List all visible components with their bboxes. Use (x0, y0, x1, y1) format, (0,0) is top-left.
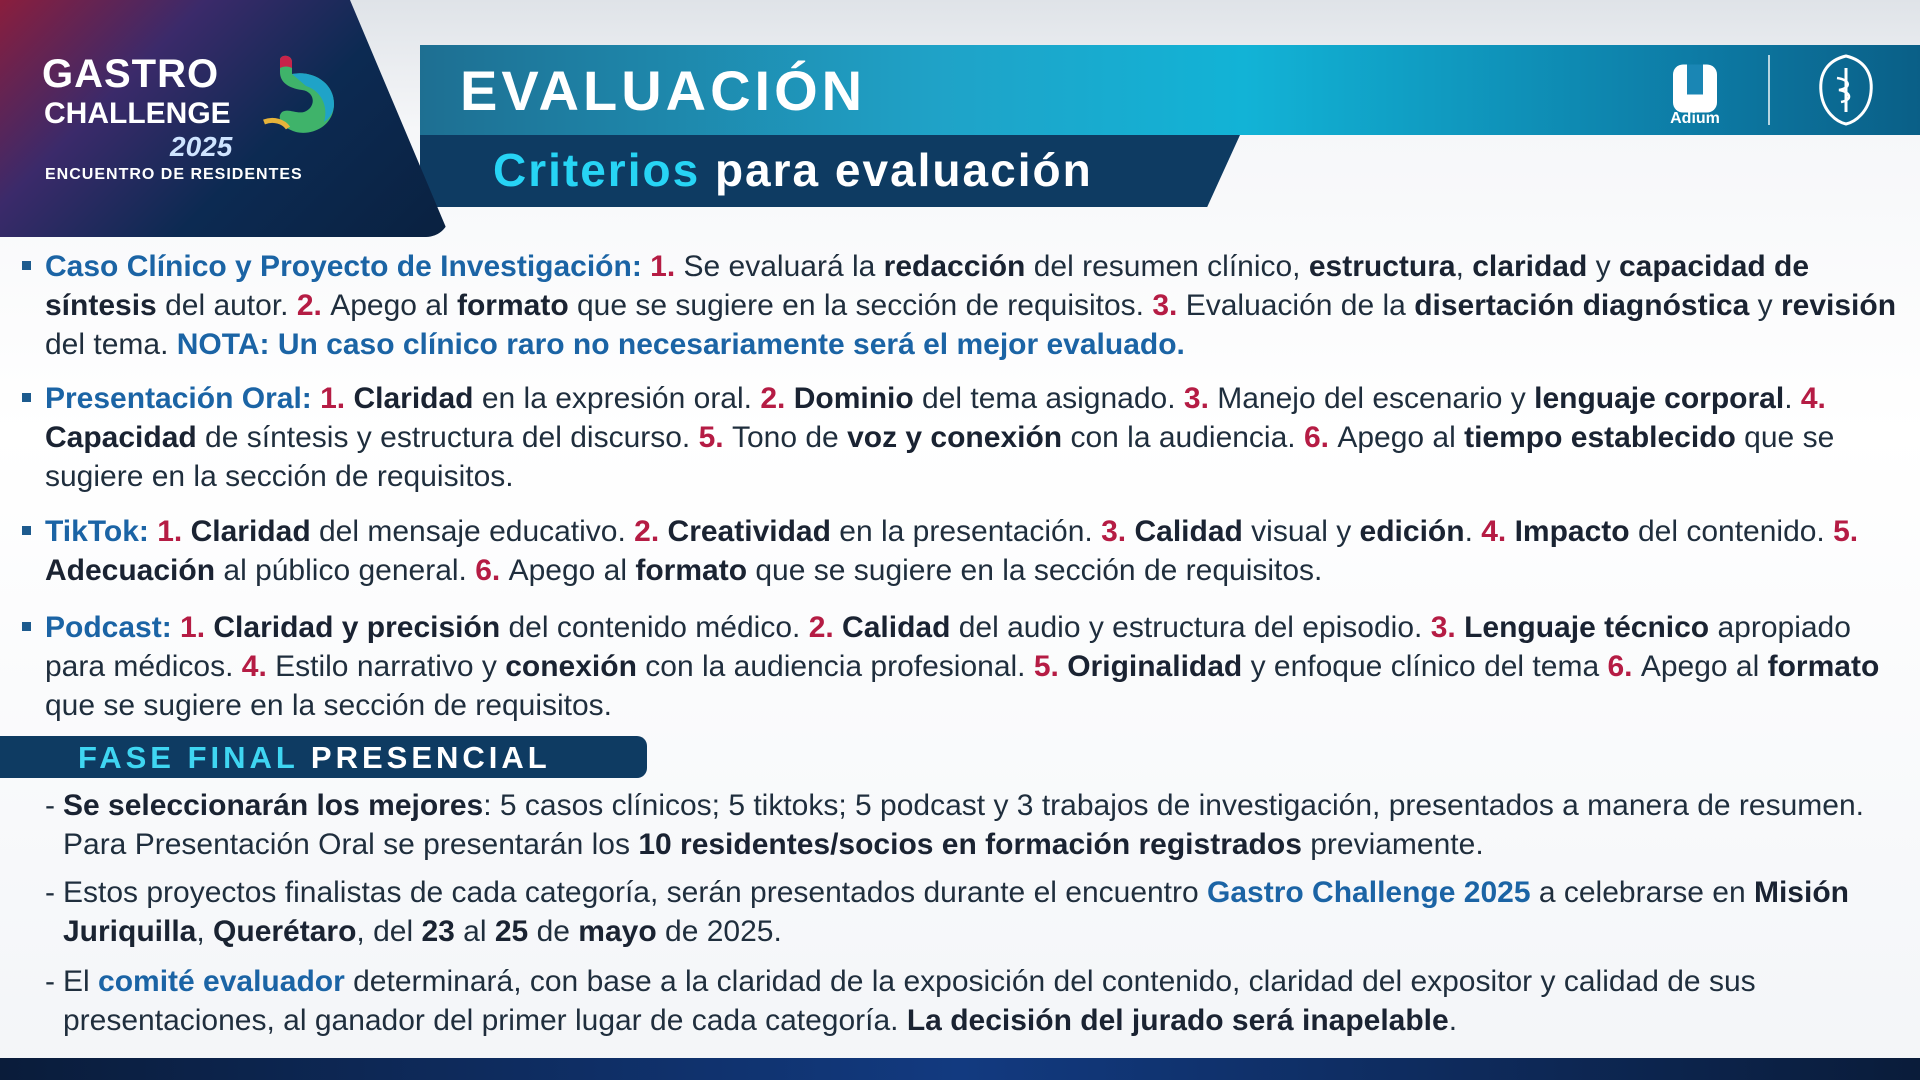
text-segment: formato (456, 289, 569, 322)
final-phase-text (63, 786, 1903, 864)
text-segment: Dominio (793, 382, 914, 415)
text-segment: y enfoque clínico del tema (1242, 650, 1608, 683)
criteria-text (45, 608, 1902, 725)
header-divider (1768, 55, 1770, 125)
text-segment: Apego al (1337, 421, 1465, 454)
text-segment: al (454, 915, 495, 948)
text-segment: TikTok: (45, 515, 158, 548)
text-segment: claridad (1472, 250, 1588, 283)
text-segment: en la expresión oral. (473, 382, 761, 415)
text-segment: . (1464, 515, 1482, 548)
text-segment: capacidad de síntesis (45, 250, 1810, 322)
text-segment: que se sugiere en la sección de requisitos. (45, 689, 613, 722)
logo-year: 2025 (170, 131, 233, 162)
text-segment: Podcast: (45, 611, 181, 644)
text-segment: 5. (698, 421, 732, 454)
text-segment: Claridad (353, 382, 474, 415)
text-segment: Gastro Challenge 2025 (1207, 876, 1531, 909)
text-segment: 4. (241, 650, 276, 683)
text-segment: mayo (578, 915, 657, 948)
text-segment: del tema asignado. (913, 382, 1184, 415)
dash-marker: - (45, 876, 55, 909)
text-segment: Adecuación (45, 554, 216, 587)
text-segment: Apego al (508, 554, 636, 587)
text-segment: y (1749, 289, 1781, 322)
text-segment: formato (1767, 650, 1880, 683)
final-phase-rest: PRESENCIAL (310, 740, 551, 775)
adium-label: Adium (1670, 110, 1720, 127)
text-segment: que se sugiere en la sección de requisitos. (747, 554, 1323, 587)
text-segment: visual y (1242, 515, 1360, 548)
dash-marker: - (45, 789, 55, 822)
text-segment: 3. (1152, 289, 1186, 322)
text-segment: , (1455, 250, 1473, 283)
logo-line1: GASTRO (42, 52, 220, 96)
bullet-marker (22, 526, 31, 535)
text-segment: Impacto (1514, 515, 1630, 548)
text-segment: que se sugiere en la sección de requisitos. (568, 289, 1153, 322)
text-segment: Claridad y precisión (213, 611, 501, 644)
text-segment: tiempo establecido (1464, 421, 1736, 454)
text-segment: del audio y estructura del episodio. (950, 611, 1431, 644)
text-segment: del autor. (156, 289, 297, 322)
text-segment: redacción (883, 250, 1026, 283)
text-segment: 6. (475, 554, 509, 587)
text-segment: 1. (180, 611, 214, 644)
text-segment: 4. (1800, 382, 1826, 415)
text-segment: 6. (1303, 421, 1338, 454)
text-segment: Apego al (1640, 650, 1768, 683)
text-segment: 2. (634, 515, 668, 548)
bullet-marker (22, 261, 31, 270)
text-segment: Tono de (731, 421, 848, 454)
page-title: EVALUACIÓN (460, 59, 867, 122)
text-segment: Misión Juriquilla (63, 876, 1849, 948)
text-segment: del contenido. (1629, 515, 1834, 548)
text-segment: , (196, 915, 214, 948)
text-segment: de 2025. (656, 915, 782, 948)
text-segment: 4. (1481, 515, 1515, 548)
criteria-text (45, 379, 1902, 496)
text-segment: 2. (296, 289, 331, 322)
page-subtitle (493, 143, 1093, 197)
text-segment: Apego al (330, 289, 457, 322)
text-segment: comité evaluador (98, 965, 345, 998)
text-segment: de (528, 915, 579, 948)
bullet-marker (22, 393, 31, 402)
text-segment: Presentación Oral: (45, 382, 321, 415)
text-segment: Querétaro (213, 915, 357, 948)
subtitle-rest: para evaluación (714, 144, 1093, 196)
text-segment: edición (1359, 515, 1465, 548)
text-segment: disertación diagnóstica (1414, 289, 1750, 322)
text-segment: lenguaje corporal (1534, 382, 1785, 415)
final-phase-text (63, 873, 1903, 951)
text-segment: revisión (1780, 289, 1897, 322)
final-phase-accent: FASE FINAL (78, 740, 299, 775)
text-segment: de síntesis y estructura del discurso. (196, 421, 699, 454)
text-segment: previamente. (1301, 828, 1484, 861)
text-segment: Lenguaje técnico (1464, 611, 1710, 644)
text-segment: del contenido médico. (500, 611, 809, 644)
final-phase-heading (78, 740, 551, 776)
text-segment: Capacidad (45, 421, 197, 454)
text-segment: 10 residentes/socios en formación registrados (638, 828, 1302, 861)
text-segment: Se evaluará la (683, 250, 884, 283)
text-segment: 6. (1607, 650, 1641, 683)
text-segment: Estilo narrativo y (275, 650, 506, 683)
text-segment: formato (635, 554, 748, 587)
text-segment: 25 (494, 915, 529, 948)
text-segment: : 5 casos clínicos; 5 tiktoks; 5 podcast y 3 trabajos de investigación, presentados a manera de resumen. Para Presentación Oral se presentarán los (63, 789, 1864, 861)
text-segment: del resumen clínico, (1025, 250, 1309, 283)
text-segment: Creatividad (667, 515, 831, 548)
stomach-icon (262, 52, 342, 142)
text-segment: que se sugiere en la sección de requisitos. (45, 421, 1835, 493)
text-segment: 5. (1833, 515, 1859, 548)
text-segment: Claridad (190, 515, 311, 548)
text-segment: en la presentación. (830, 515, 1102, 548)
text-segment: al público general. (215, 554, 476, 587)
logo-line2: CHALLENGE (44, 97, 231, 130)
text-segment: determinará, con base a la claridad de la exposición del contenido, claridad del expositor y calidad de sus presentaciones, al ganador del primer lugar de cada categoría. (63, 965, 1756, 1037)
text-segment: 1. (320, 382, 354, 415)
text-segment: NOTA: Un caso clínico raro no necesariamente será el mejor evaluado. (176, 328, 1185, 361)
text-segment: 3. (1430, 611, 1465, 644)
text-segment: Evaluación de la (1185, 289, 1415, 322)
text-segment: a celebrarse en (1530, 876, 1754, 909)
text-segment: 3. (1183, 382, 1218, 415)
final-phase-text (63, 962, 1903, 1040)
text-segment: 5. (1033, 650, 1068, 683)
text-segment: con la audiencia. (1062, 421, 1304, 454)
text-segment: 3. (1101, 515, 1135, 548)
text-segment: del tema. (45, 328, 177, 361)
criteria-text (45, 512, 1902, 590)
text-segment: . (1448, 1004, 1458, 1037)
text-segment: con la audiencia profesional. (636, 650, 1034, 683)
criteria-text (45, 247, 1902, 364)
text-segment: conexión (505, 650, 637, 683)
text-segment: y (1587, 250, 1619, 283)
text-segment: 23 (421, 915, 455, 948)
text-segment: El (63, 965, 99, 998)
footer-bar (0, 1058, 1920, 1080)
text-segment: del mensaje educativo. (310, 515, 635, 548)
text-segment: Originalidad (1067, 650, 1243, 683)
text-segment: 2. (760, 382, 794, 415)
text-segment: , del (356, 915, 422, 948)
text-segment: estructura (1308, 250, 1456, 283)
text-segment: 1. (157, 515, 191, 548)
text-segment: Calidad (842, 611, 951, 644)
text-segment: apropiado para médicos. (45, 611, 1851, 683)
subtitle-accent: Criterios (493, 144, 701, 196)
medical-seal-icon (1815, 52, 1877, 128)
text-segment: Calidad (1134, 515, 1243, 548)
text-segment: voz y conexión (847, 421, 1063, 454)
text-segment: 1. (650, 250, 684, 283)
text-segment: Manejo del escenario y (1217, 382, 1535, 415)
dash-marker: - (45, 965, 55, 998)
text-segment: . (1784, 382, 1801, 415)
text-segment: Caso Clínico y Proyecto de Investigación: (45, 250, 651, 283)
text-segment: Se seleccionarán los mejores (63, 789, 484, 822)
text-segment: La decisión del jurado será inapelable (906, 1004, 1449, 1037)
text-segment: 2. (808, 611, 843, 644)
text-segment: Estos proyectos finalistas de cada categoría, serán presentados durante el encuentro (63, 876, 1208, 909)
logo-tagline: ENCUENTRO DE RESIDENTES (45, 166, 303, 183)
bullet-marker (22, 622, 31, 631)
